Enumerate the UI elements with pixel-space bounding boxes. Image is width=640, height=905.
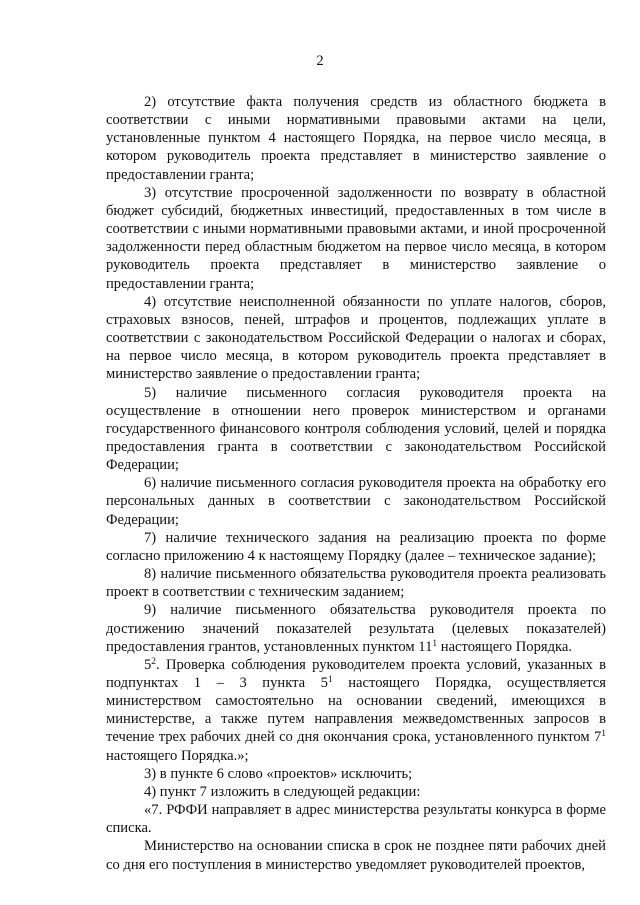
list-item: 7) наличие технического задания на реализацию проекта по форме согласно приложению 4 к настоящему Порядку (далее – техническое задание); — [106, 529, 606, 564]
clause-number: 5 — [144, 656, 152, 673]
amendment-item: 3) в пункте 6 слово «проектов» исключить; — [144, 765, 413, 782]
amendment-item: 4) пункт 7 изложить в следующей редакции: — [144, 783, 421, 800]
list-item: 6) наличие письменного согласия руководителя проекта на обработку его персональных данных в соответствии с законодательством Российской Федерации; — [106, 475, 606, 528]
clause-7-continuation: Министерство на основании списка в срок не позднее пяти рабочих дней со дня его поступления в министерство уведомляет руководителей проектов, — [106, 838, 606, 873]
page-number: 2 — [316, 53, 324, 69]
clause-text-2: настоящего Порядка, осуществляется министерством самостоятельно на основании сведений, имеющихся в министерстве, а также путем направления межведомственных запросов в течение трех рабочих дней со дня окончания срока, установленного пунктом 7 — [106, 675, 606, 746]
para-9-sup: 1 — [432, 638, 438, 649]
clause-text-1: . Проверка соблюдения руководителем проекта условий, указанных в подпунктах 1 – 3 пункта 5 — [106, 656, 606, 691]
list-item: 2) отсутствие факта получения средств из областного бюджета в соответствии с иными нормативными правовыми актами на цели, установленные пунктом 4 настоящего Порядка, на первое число месяца, в котором руководитель проекта представляет в министерство заявление о предоставлении гранта; — [106, 94, 606, 183]
clause-sup-1: 1 — [327, 675, 333, 685]
paragraph-5-2 — [106, 656, 606, 765]
clause-sup-2: 1 — [601, 729, 606, 740]
list-item: 4) отсутствие неисполненной обязанности по уплате налогов, сборов, страховых взносов, пеней, штрафов и процентов, подлежащих уплате в соответствии с законодательством Российской Федерации о налогах и сборах, на первое число месяца, в котором руководитель проекта представляет в министерство заявление о предоставлении гранта; — [106, 293, 606, 383]
para-9-text: 9) наличие письменного обязательства руководителя проекта по достижению значений показателей результата (целевых показателей) предоставления грантов, установленных пунктом 11 — [106, 602, 606, 655]
list-item: 8) наличие письменного обязательства руководителя проекта реализовать проект в соответствии с техническим заданием; — [106, 566, 606, 601]
document-body — [106, 93, 606, 874]
list-item-9 — [106, 601, 606, 655]
clause-text-3: настоящего Порядка.»; — [106, 747, 249, 764]
clause-number-sup: 2 — [151, 656, 157, 667]
list-item: 5) наличие письменного согласия руководителя проекта на осуществление в отношении него проверок министерством и органами государственного финансового контроля соблюдения условий, целей и порядка предоставления гранта в соответствии с законодательством Российской Федерации; — [106, 384, 606, 474]
clause-7-text: «7. РФФИ направляет в адрес министерства результаты конкурса в форме списка. — [106, 802, 606, 837]
list-item: 3) отсутствие просроченной задолженности по возврату в областной бюджет субсидий, бюджетных инвестиций, предоставленных в том числе в соответствии с иными нормативными правовыми актами, и иной просроченной задолженности перед областным бюджетом на первое число месяца, в котором руководитель проекта представляет в министерство заявление о предоставлении гранта; — [106, 184, 606, 292]
para-9-tail: настоящего Порядка. — [437, 638, 573, 655]
